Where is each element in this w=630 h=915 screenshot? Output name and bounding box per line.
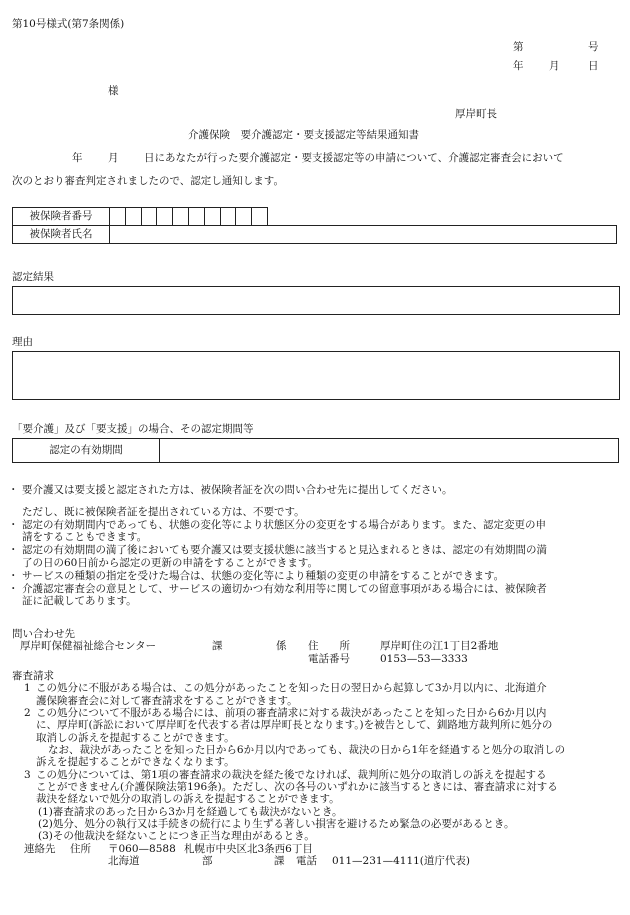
- note-item: ・ 介護認定審査会の意見として、サービスの適切かつ有効な利用等に関しての留意事項がある場合には、被保険者 証に記載してあります。: [8, 582, 547, 608]
- review-subitem: (2)処分、処分の執行又は手続きの続行により生ずる著しい損害を避けるため緊急の必要があるとき。: [38, 818, 515, 831]
- insured-number-digit[interactable]: [236, 208, 252, 226]
- date-year: 年: [513, 60, 524, 72]
- period-table: [12, 438, 619, 463]
- review-item: 3 この処分については、第1項の審査請求の裁決を経た後でなければ、裁判所に処分の取消しの訴えを提起する: [24, 768, 547, 781]
- insured-number-digit[interactable]: [125, 208, 141, 226]
- insured-name-field[interactable]: [110, 226, 617, 244]
- insured-name-label: 被保険者氏名: [13, 226, 110, 244]
- contact-heading: 問い合わせ先: [12, 628, 75, 640]
- review-item-cont: 取消しの訴えを提起することができます。: [36, 731, 235, 744]
- insured-number-digit[interactable]: [188, 208, 204, 226]
- review-item: 2 この処分について不服がある場合には、前項の審査請求に対する裁決があったことを知った日から6か月以内: [24, 707, 547, 720]
- result-label: 認定結果: [12, 271, 54, 283]
- result-box[interactable]: [12, 286, 620, 315]
- insured-number-digit[interactable]: [252, 208, 268, 226]
- note-item: ・ サービスの種類の指定を受けた場合は、状態の変化等により種類の変更の申請をすることができます。: [8, 569, 505, 582]
- contact-unit: 係: [276, 640, 287, 653]
- form-number: 第10号様式(第7条関係): [12, 18, 125, 30]
- intro-month: 月: [108, 152, 119, 164]
- note-item: ・ 要介護又は要支援と認定された方は、被保険者証を次の問い合わせ先に提出してください。: [8, 484, 453, 496]
- review-heading: 審査請求: [12, 670, 54, 682]
- period-heading: 「要介護」及び「要支援」の場合、その認定期間等: [12, 423, 254, 435]
- document-title: 介護保険 要介護認定・要支援認定等結果通知書: [188, 129, 419, 141]
- review-note-cont: 訴えを提起することができなくなります。: [36, 756, 235, 769]
- recipient-suffix: 様: [108, 85, 119, 97]
- period-label: 認定の有効期間: [13, 439, 160, 463]
- note-item: ・ 認定の有効期間の満了後においても要介護又は要支援状態に該当すると見込まれるときは、認定の有効期間の満 了の日の60日前から認定の更新の申請をすることができます。: [8, 544, 547, 569]
- review-item: 1 この処分に不服がある場合は、この処分があったことを知った日の翌日から起算して3か月以内に、北海道介: [24, 682, 547, 695]
- insured-number-digit[interactable]: [220, 208, 236, 226]
- contact-phone: 0153—53—3333: [380, 652, 468, 665]
- insured-number-digit[interactable]: [157, 208, 173, 226]
- review-item-cont: 護保険審査会に対して審査請求をすることができます。: [36, 694, 298, 707]
- intro-line-2: 次のとおり審査判定されましたので、認定し通知します。: [12, 175, 284, 187]
- review-dept: 部: [202, 855, 213, 868]
- review-phone-label: 電話: [296, 855, 317, 868]
- contact-org: 厚岸町保健福祉総合センター: [20, 640, 157, 653]
- period-value[interactable]: [160, 439, 619, 463]
- note-item: ・ 認定の有効期間内であっても、状態の変化等により状態区分の変更をする場合があります。また、認定変更の申 請をすることもできます。: [8, 518, 547, 544]
- contact-address-label: 住 所: [308, 640, 350, 653]
- review-section-unit: 課: [274, 855, 285, 868]
- review-org: 北海道: [108, 855, 140, 868]
- doc-number-suffix: 号: [588, 41, 599, 53]
- notes: [6, 484, 622, 608]
- review-address-label: 住所: [70, 842, 91, 855]
- review-subitem: (3)その他裁決を経ないことにつき正当な理由があるとき。: [38, 830, 315, 843]
- issuer: 厚岸町長: [455, 108, 497, 120]
- review-note: なお、裁決があったことを知った日から6か月以内であっても、裁決の日から1年を経過すると処分の取消しの: [48, 744, 566, 757]
- review-postal: 〒060—8588: [108, 842, 176, 855]
- date-day: 日: [588, 60, 599, 72]
- review-address: 札幌市中央区北3条西6丁目: [184, 842, 313, 855]
- insured-table: [12, 207, 617, 244]
- contact-address: 厚岸町住の江1丁目2番地: [380, 640, 499, 653]
- review-item-cont: ことができません(介護保険法第196条)。ただし、次の各号のいずれかに該当するときには、審査請求に対する: [36, 781, 558, 794]
- contact-section: [12, 628, 624, 665]
- reason-label: 理由: [12, 336, 33, 348]
- date-month: 月: [549, 60, 560, 72]
- doc-number-prefix: 第: [513, 41, 524, 53]
- review-phone: 011—231—4111(道庁代表): [332, 855, 470, 868]
- insured-number-digit[interactable]: [110, 208, 126, 226]
- intro-year: 年: [72, 152, 83, 164]
- insured-number-digit[interactable]: [173, 208, 189, 226]
- review-item-cont: に、厚岸町(訴訟において厚岸町を代表する者は厚岸町長となります。)を被告として、釧路地方裁判所に処分の: [36, 719, 553, 732]
- reason-box[interactable]: [12, 351, 620, 400]
- contact-phone-label: 電話番号: [308, 652, 350, 665]
- intro-line-1: 日にあなたが行った要介護認定・要支援認定等の申請について、介護認定審査会において: [144, 152, 564, 164]
- insured-number-digit[interactable]: [141, 208, 157, 226]
- review-contact-label: 連絡先: [24, 842, 56, 855]
- contact-section-unit: 課: [212, 640, 223, 653]
- review-section: [12, 670, 624, 868]
- note-item: ただし、既に被保険者証を提出されている方は、不要です。: [22, 505, 305, 518]
- review-item-cont: 裁決を経ないで処分の取消しの訴えを提起することができます。: [36, 793, 340, 806]
- insured-number-digit[interactable]: [204, 208, 220, 226]
- insured-number-label: 被保険者番号: [13, 208, 110, 226]
- review-subitem: (1)審査請求のあった日から3か月を経過しても裁決がないとき。: [38, 805, 343, 818]
